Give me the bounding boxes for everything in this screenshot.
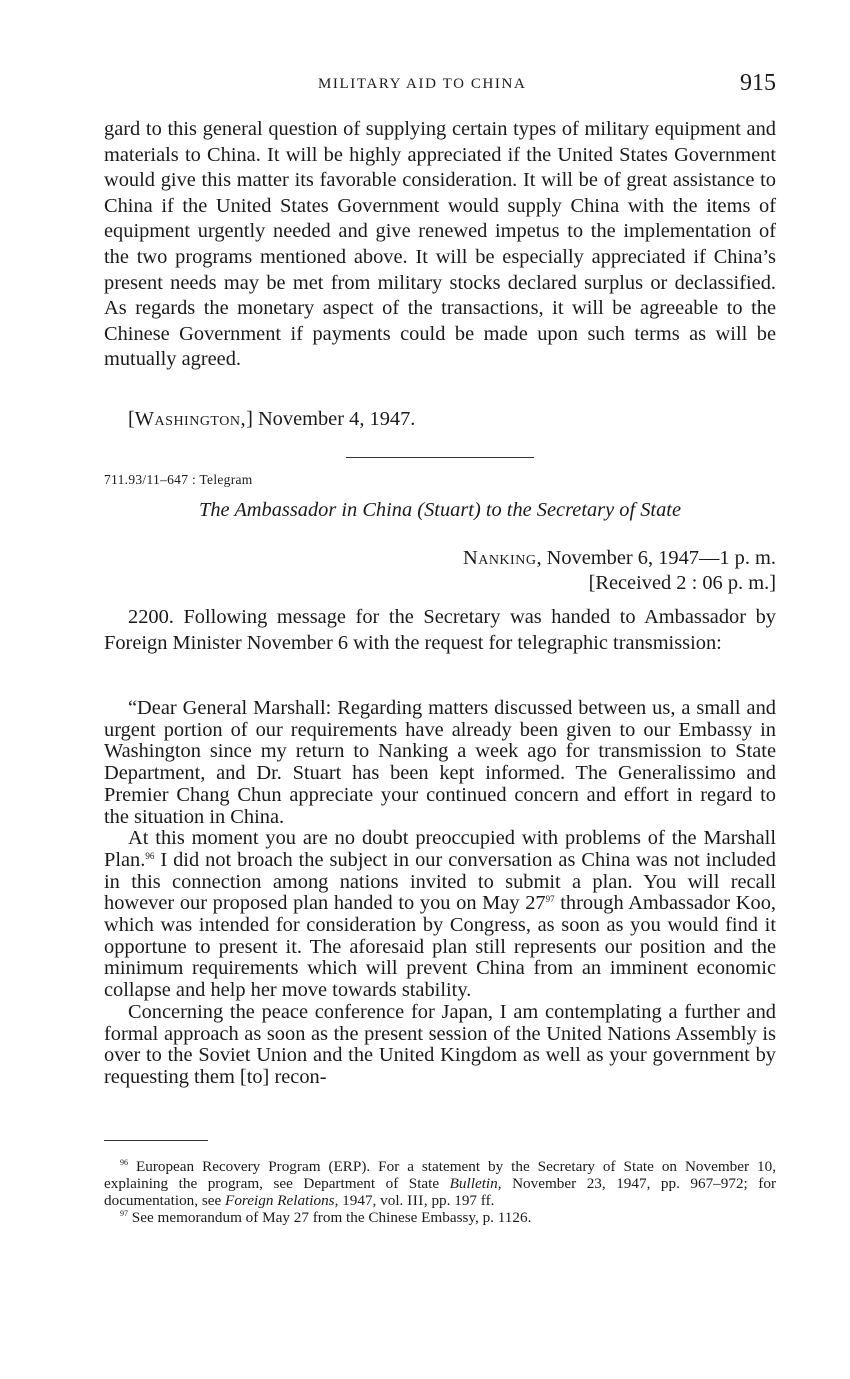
letter-paragraph-1: “Dear General Marshall: Regarding matters discussed between us, a small and urgent portion of our requirements have already been given to our Embassy in Washington since my return to Nanking a week ago for transmission to State Department, and Dr. Stuart has been kept informed. The Generalissimo and Premier Chang Chun appreciate your continued concern and effort in regard to the situation in China. xyxy=(104,697,776,828)
footnote-96-mark: 96 xyxy=(120,1158,128,1167)
document-title xyxy=(104,497,776,523)
footnotes xyxy=(104,1158,776,1226)
running-header xyxy=(104,70,776,100)
dateline-open-bracket: [ xyxy=(128,408,135,430)
footnote-ref-97[interactable]: 97 xyxy=(545,894,555,905)
letter-paragraph-2 xyxy=(104,828,776,1002)
footnote-96-text-b: , November 23, 1947, pp. 967–972; for documentation, see xyxy=(104,1175,776,1209)
letter-paragraph-3: Concerning the peace conference for Japan, I am contemplating a further and formal approach as soon as the present session of the United Nations Assembly is over to the Soviet Union and the United Kingdom as well as your government by requesting them [to] recon- xyxy=(104,1000,776,1088)
document-reference: 711.93/11–647 : Telegram xyxy=(104,472,253,487)
title-prefix: The Ambassador in China ( xyxy=(199,499,425,521)
footnote-rule xyxy=(104,1140,208,1141)
dateline xyxy=(128,406,415,432)
footnote-ref-96[interactable]: 96 xyxy=(145,850,155,861)
footnote-96-foreign-relations: Foreign Relations xyxy=(225,1192,335,1209)
dateline-close-bracket: ] xyxy=(246,408,253,430)
page-number: 915 xyxy=(740,70,776,96)
quoted-letter xyxy=(104,698,776,1089)
footnote-97 xyxy=(104,1209,776,1226)
footnote-97-mark: 97 xyxy=(120,1209,128,1218)
letter-p2-text-c: through Ambassador Koo, which was intended for consideration by Congress, as soon as you would find it opportune to present it. The aforesaid plan still represents our position and the minimum requirements which will prevent China from an imminent economic collapse and help her move towards stability. xyxy=(104,892,777,1002)
paragraph-telegram-intro: 2200. Following message for the Secretary was handed to Ambassador by Foreign Minister November 6 with the request for telegraphic transmission: xyxy=(104,606,776,654)
title-name: Stuart xyxy=(424,499,474,521)
title-suffix: ) to the Secretary of State xyxy=(473,499,681,521)
letter-p2-text-b: I did not broach the subject in our conversation as China was not included in this connection among nations invited to submit a plan. You will recall however our proposed plan handed to you on May 27 xyxy=(104,848,776,915)
footnote-96-text-a: European Recovery Program (ERP). For a statement by the Secretary of State on November 10, explaining the program, see Department of State xyxy=(104,1158,776,1192)
telegram-place-date xyxy=(463,545,776,571)
section-divider xyxy=(346,457,534,458)
paragraph-continued: gard to this general question of supplying certain types of military equipment and materials to China. It will be highly appreciated if the United States Government would give this matter its favorable consideration. It will be of great assistance to China if the United States Government would supply China with the items of equipment urgently needed and give renewed impetus to the implementation of the two programs mentioned above. It will be especially appreciated if China’s present needs may be met from military stocks declared surplus or declassified. As regards the monetary aspect of the transactions, it will be agreeable to the Chinese Government if payments could be made upon such terms as will be mutually agreed. xyxy=(104,118,776,371)
telegram-place: Nanking xyxy=(462,547,537,569)
telegram-date-time: , November 6, 1947—1 p. m. xyxy=(536,547,776,569)
letter-p2-text-a: At this moment you are no doubt preoccupied with problems of the Marshall Plan. xyxy=(104,827,776,871)
received-time: [Received 2 : 06 p. m.] xyxy=(588,572,776,594)
footnote-96-text-c: , 1947, vol. xyxy=(334,1192,408,1209)
running-title: MILITARY AID TO CHINA xyxy=(318,76,527,92)
footnote-96-bulletin: Bulletin xyxy=(449,1175,498,1192)
dateline-date: November 4, 1947. xyxy=(252,408,416,430)
footnote-96-volume: III xyxy=(407,1192,424,1209)
footnote-96-text-d: , pp. 197 ff. xyxy=(423,1192,495,1209)
footnote-96 xyxy=(104,1158,776,1209)
footnote-97-text: See memorandum of May 27 from the Chinese Embassy, p. 1126. xyxy=(128,1209,532,1226)
dateline-place: Washington, xyxy=(134,408,247,430)
